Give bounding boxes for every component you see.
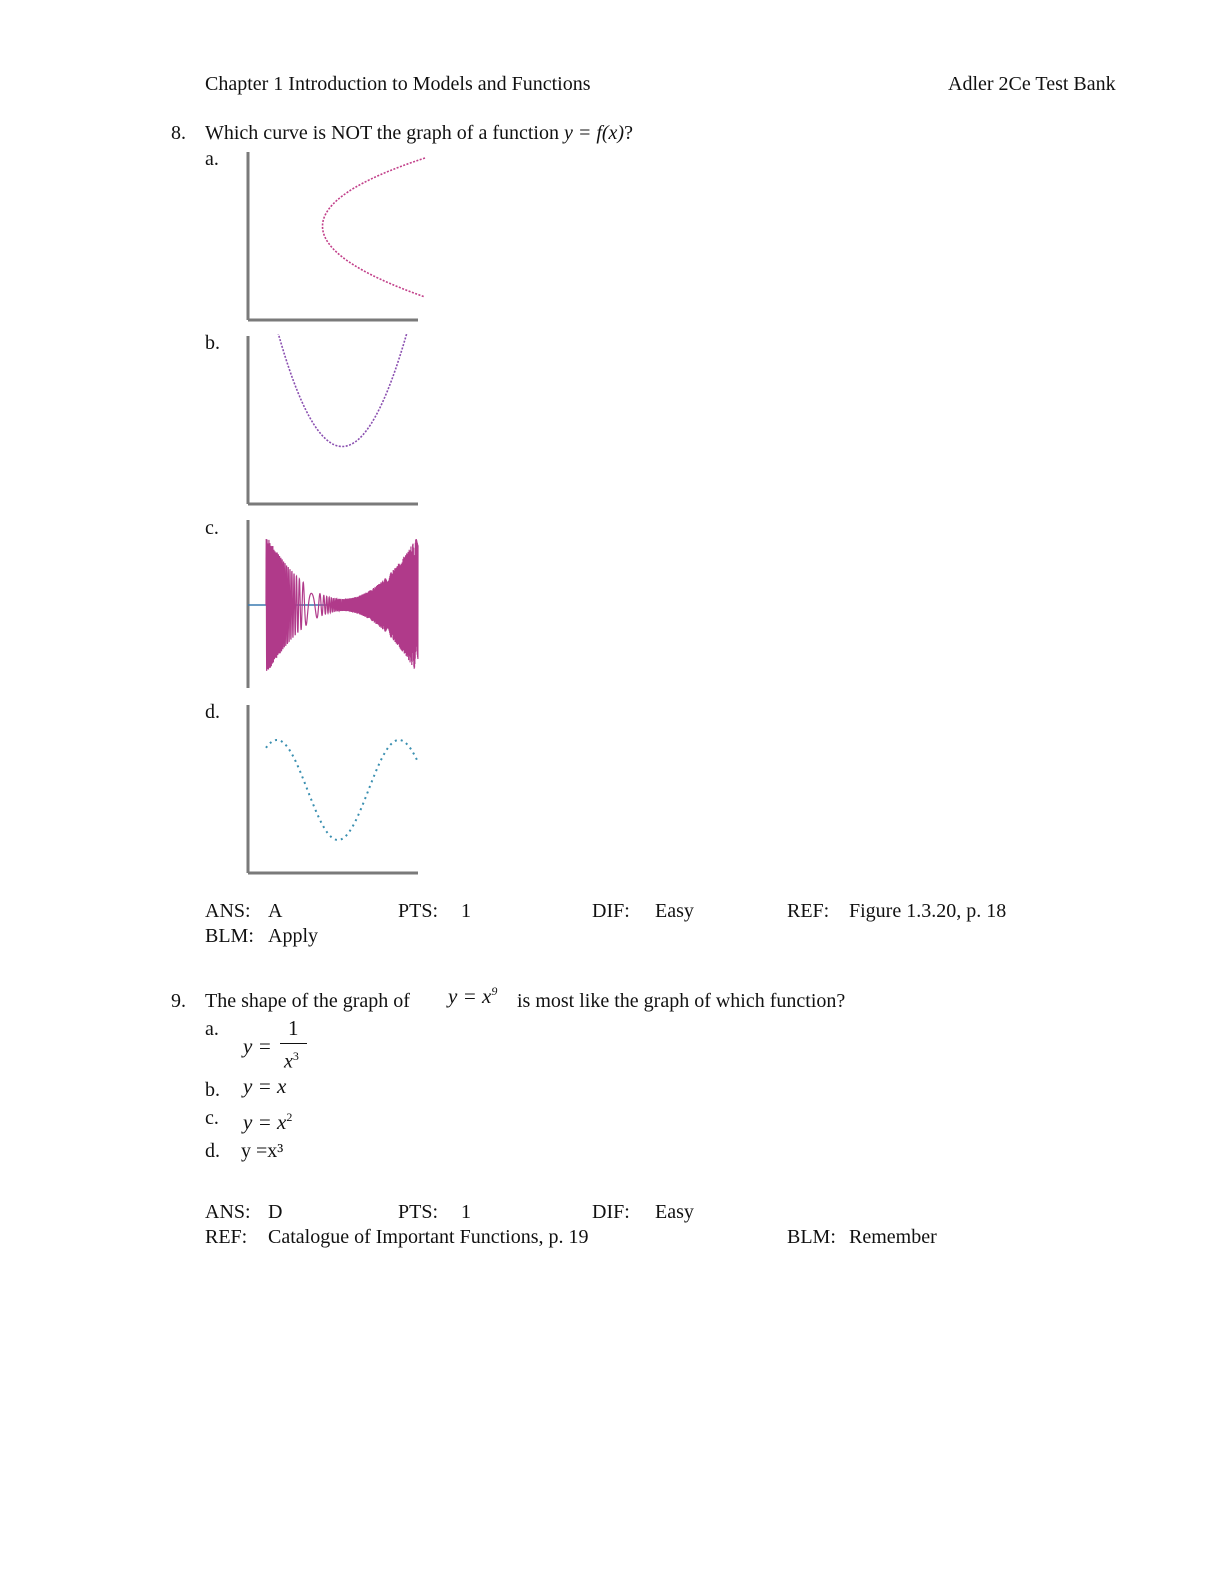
q9-stem-formula (448, 985, 497, 1007)
q9-option-a-denominator (284, 1050, 299, 1072)
q9-dif: Easy (655, 1201, 694, 1223)
q9-blm-label: BLM: (787, 1226, 836, 1248)
q9-stem-formula-exponent: 9 (491, 984, 498, 998)
q8-graph-b (240, 334, 430, 509)
q9-ref: Catalogue of Important Functions, p. 19 (268, 1226, 589, 1248)
q9-stem-prefix: The shape of the graph of (205, 990, 410, 1012)
q9-option-c-expr (243, 1111, 292, 1133)
q9-option-b-expr: y = x (243, 1074, 287, 1098)
q8-option-a-label: a. (205, 148, 219, 170)
q9-ans-label: ANS: (205, 1201, 251, 1223)
q9-dif-label: DIF: (592, 1201, 630, 1223)
q9-ref-label: REF: (205, 1226, 248, 1248)
header-test-bank: Adler 2Ce Test Bank (948, 73, 1116, 95)
q8-graph-d (240, 703, 430, 878)
q8-graph-a (240, 150, 430, 325)
q9-option-a-fraction-bar (280, 1043, 307, 1044)
q8-stem-suffix: ? (624, 122, 633, 144)
q9-number: 9. (171, 990, 186, 1012)
q8-graph-c (240, 518, 430, 693)
q9-option-a-lhs: y = (243, 1034, 272, 1058)
q8-ref-label: REF: (787, 900, 830, 922)
q9-option-c-exponent: 2 (286, 1110, 293, 1124)
q8-option-d-label: d. (205, 701, 220, 723)
q9-option-a-label: a. (205, 1018, 219, 1040)
q8-ref: Figure 1.3.20, p. 18 (849, 900, 1007, 922)
q9-option-c-base: y = x (243, 1110, 287, 1134)
q8-number: 8. (171, 122, 186, 144)
q9-option-a-numerator: 1 (288, 1016, 299, 1040)
q9-option-d-label: d. (205, 1140, 220, 1162)
q8-option-c-label: c. (205, 517, 219, 539)
q8-stem-prefix: Which curve is NOT the graph of a function (205, 122, 564, 144)
q8-pts-label: PTS: (398, 900, 439, 922)
header-chapter-title: Chapter 1 Introduction to Models and Functions (205, 73, 591, 95)
q8-pts: 1 (461, 900, 471, 922)
q9-option-a-den-exponent: 3 (292, 1049, 299, 1063)
q9-option-a-den-base: x (284, 1050, 293, 1073)
q9-pts: 1 (461, 1201, 471, 1223)
q8-blm-label: BLM: (205, 925, 254, 947)
q9-option-d-expr: y =x³ (241, 1140, 284, 1162)
q8-blm: Apply (268, 925, 318, 947)
q8-stem (205, 123, 633, 143)
q8-ans: A (268, 900, 283, 922)
q9-option-c-label: c. (205, 1107, 219, 1129)
q9-pts-label: PTS: (398, 1201, 439, 1223)
graph-a-curve (323, 158, 426, 297)
graph-c-curve (266, 539, 418, 671)
q8-ans-label: ANS: (205, 900, 251, 922)
q8-dif: Easy (655, 900, 694, 922)
graph-d-curve (266, 740, 418, 840)
q8-dif-label: DIF: (592, 900, 630, 922)
q8-stem-formula: y = f(x) (563, 122, 625, 144)
q9-stem-suffix: is most like the graph of which function? (517, 990, 846, 1012)
graph-b-curve (277, 334, 408, 447)
q9-blm: Remember (849, 1226, 937, 1248)
q9-ans: D (268, 1201, 283, 1223)
q9-stem-formula-base: y = x (448, 984, 492, 1008)
q9-option-b-label: b. (205, 1079, 220, 1101)
q8-option-b-label: b. (205, 332, 220, 354)
